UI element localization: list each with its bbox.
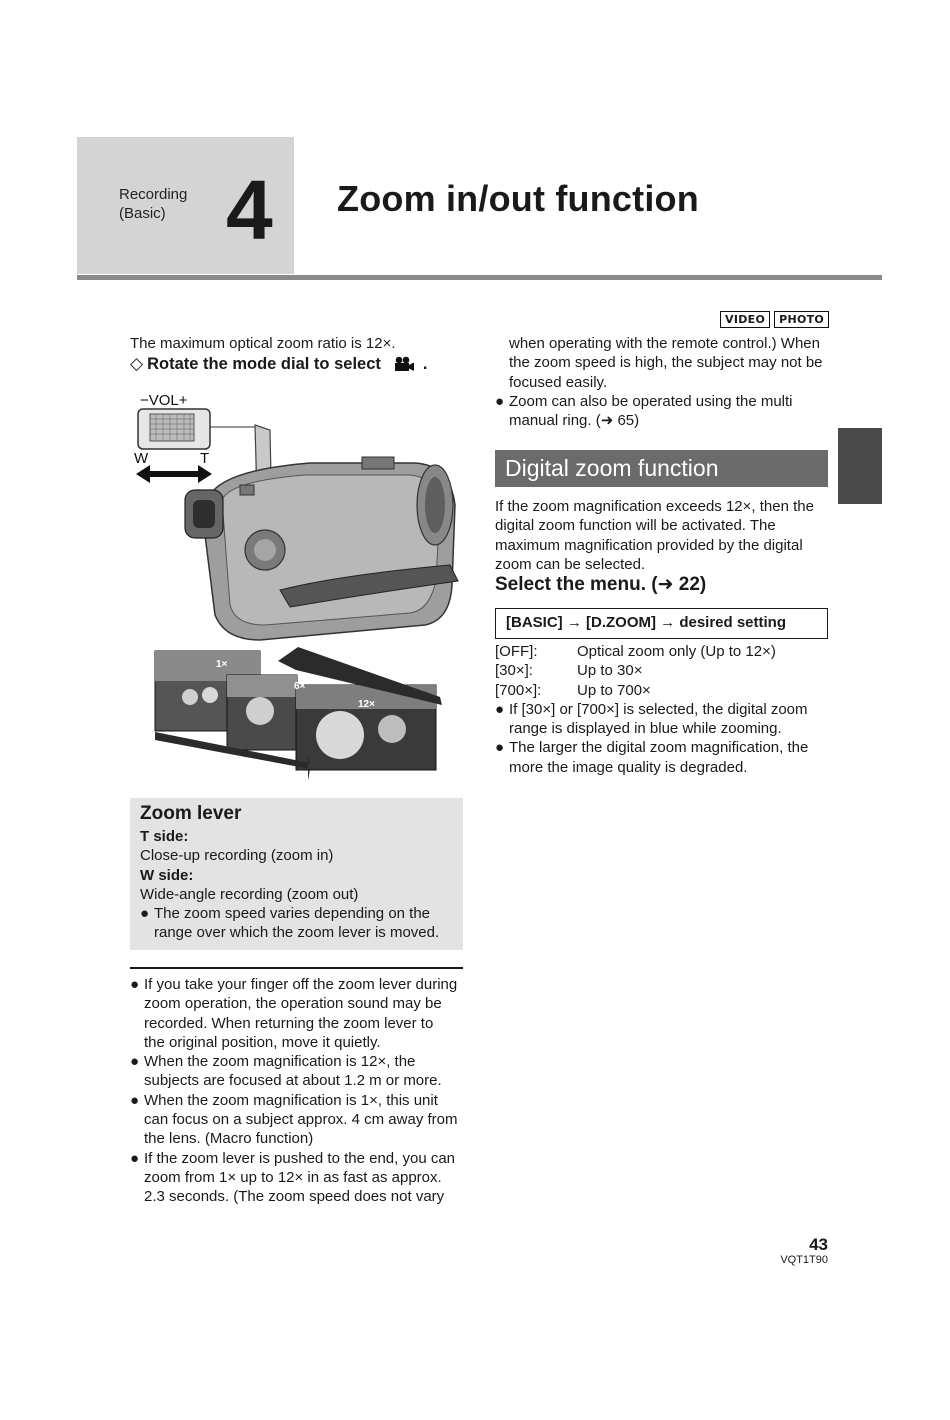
t-label: T [200,450,210,467]
camcorder-icon [185,425,458,640]
bullet-icon: ● [495,392,505,410]
motion-picture-mode-icon [393,356,415,372]
setting-row: [700×]: Up to 700× [495,681,651,699]
chapter-number: 4 [226,163,273,257]
menu-path: [BASIC] → [D.ZOOM] → desired setting [506,614,787,631]
photo-mode-tag: PHOTO [774,311,829,328]
notes-list [130,975,463,1207]
bullet-icon: ● [495,739,505,757]
camcorder-zoom-illustration [130,385,460,780]
step-end: . [422,354,428,373]
chapter-side-tab [838,428,882,504]
mode-tags [720,311,829,328]
zoom-sequence-thumbnails [155,647,442,780]
w-label: W [134,450,149,467]
page-number: 43 [809,1235,828,1254]
digital-zoom-paragraph: If the zoom magnification exceeds 12×, then the digital zoom function will be activated. The maximum magnification provided by the digital zoom can be selected. [495,498,814,573]
setting-note: ● If [30×] or [700×] is selected, the digital zoom range is displayed in blue while zooming. [495,700,808,738]
section-label: Recording (Basic) [119,186,188,222]
bullet-icon: ● [495,700,505,718]
intro-text: The maximum optical zoom ratio is 12×. [130,335,396,352]
w-side-text: Wide-angle recording (zoom out) [140,885,359,903]
video-mode-tag: VIDEO [720,311,770,328]
note-item: ● When the zoom magnification is 12×, the subjects are focused at about 1.2 m or more. [130,1053,442,1090]
settings-list [495,642,835,777]
model-code: VQT1T90 [780,1254,828,1266]
bullet-icon: ● [140,905,150,923]
zoom-6x-label: 6× [294,681,306,692]
continued-bullet: ● Zoom can also be operated using the multi manual ring. (➜ 65) [495,392,793,430]
page-title: Zoom in/out function [337,178,699,219]
t-side-text: Close-up recording (zoom in) [140,847,334,865]
zoom-lever-content [140,802,455,943]
bullet-icon: ● [130,976,140,993]
bullet-icon: ● [130,1149,140,1167]
step-diamond-icon: ◇ [130,354,144,373]
digital-zoom-title: Digital zoom function [505,455,719,481]
bullet-icon: ● [130,1091,140,1109]
notes-divider [130,967,463,969]
w-t-arrow-icon [136,465,212,483]
step-text: Rotate the mode dial to select [147,354,381,373]
zoom-1x-label: 1× [216,659,228,670]
note-item: ● If the zoom lever is pushed to the end, you can zoom from 1× up to 12× in as fast as approx. 2.3 seconds. (The zoom speed does not vary [130,1149,456,1206]
bullet-icon: ● [130,1053,140,1071]
zoom-lever-bullet: ● The zoom speed varies depending on the range over which the zoom lever is moved. [140,905,440,942]
t-side-label: T side: [140,828,189,845]
vol-label: −VOL+ [140,392,188,409]
menu-heading: Select the menu. (➜ 22) [495,574,707,595]
setting-note: ● The larger the digital zoom magnification, the more the image quality is degraded. [495,739,809,776]
step-instruction [130,354,427,374]
header-rule [77,275,882,280]
note-item: ● When the zoom magnification is 1×, this unit can focus on a subject approx. 4 cm away from the lens. (Macro function) [130,1091,458,1148]
setting-row: [30×]: Up to 30× [495,662,643,680]
w-side-label: W side: [140,866,194,884]
continued-text: when operating with the remote control.) When the zoom speed is high, the subject may not be focused easily. ● Zoom can also be operated using the multi manual ring. (➜ 65) [495,334,830,430]
setting-row: [OFF]: Optical zoom only (Up to 12×) [495,643,776,660]
zoom-lever-title: Zoom lever [140,803,242,824]
note-item: ● If you take your finger off the zoom lever during zoom operation, the operation sound may be recorded. When returning the zoom lever to the original position, move it quietly. [130,976,458,1051]
zoom-12x-label: 12× [358,699,375,710]
